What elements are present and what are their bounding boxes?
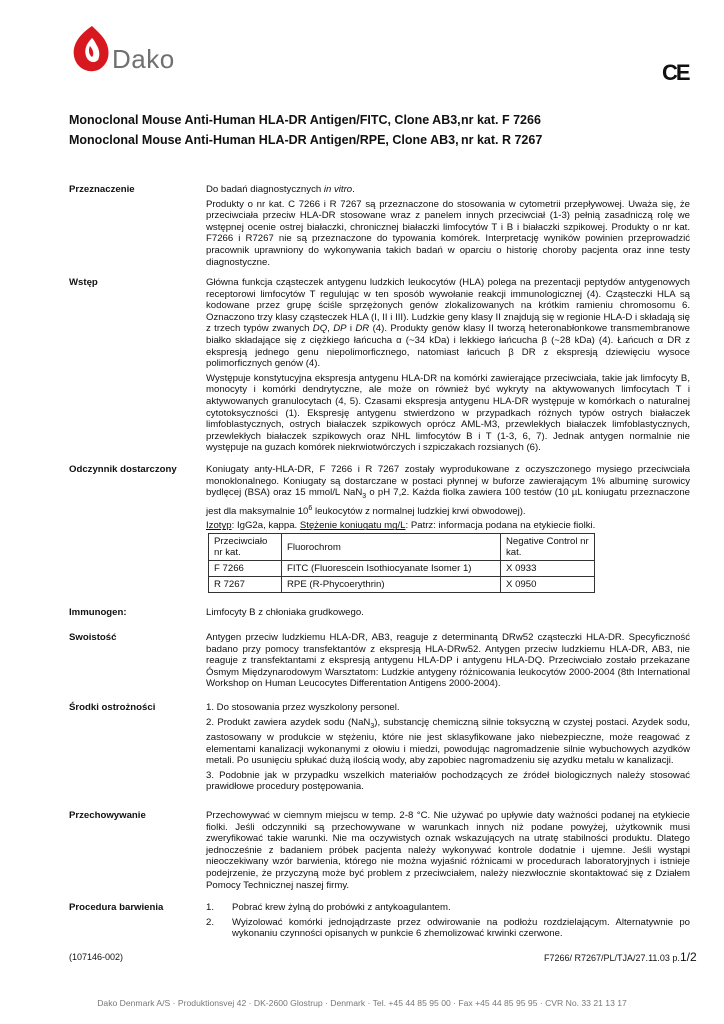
step-text: Pobrać krew żylną do probówki z antykoagulantem. xyxy=(232,902,451,913)
section-label: Środki ostrożności xyxy=(69,702,156,713)
section-content xyxy=(206,607,690,622)
product-title-1 xyxy=(69,113,541,127)
table-row xyxy=(209,561,595,577)
paragraph: Antygen przeciw ludzkiemu HLA-DR, AB3, reaguje z determinantą DRw52 cząsteczki HLA-DR. Specyficzność badano przy pomocy transfektantów z ekspresją HLA-DRw52. Antygen przeciw ludzkiemu HLA-DR, AB3, nie reaguje z transfektantami z ekspresją antygenu HLA-DP i antygenu HLA-DQ. Przeciwciało zostało przekazane Ósmym Międzynarodowym Warsztatom: Ludzkie antygeny różnicowania leukocytów 2000-2004 (8th International Workshop on Human Leucocytes Differentation Antigens 2000-2004). xyxy=(206,632,690,690)
paragraph: Do badań diagnostycznych in vitro. xyxy=(206,184,355,195)
section-label: Swoistość xyxy=(69,632,117,643)
section-label: Procedura barwienia xyxy=(69,902,164,913)
step-number: 1. xyxy=(206,902,215,913)
product-title-2-name: Monoclonal Mouse Anti-Human HLA-DR Antigen/RPE, Clone AB3, xyxy=(69,133,459,147)
section-label: Przeznaczenie xyxy=(69,184,135,195)
steps-list xyxy=(206,902,690,943)
table-cell: R 7267 xyxy=(209,577,282,593)
table-cell: F 7266 xyxy=(209,561,282,577)
table-cell: X 0933 xyxy=(501,561,595,577)
table-row xyxy=(209,577,595,593)
paragraph: 3. Podobnie jak w przypadku wszelkich materiałów pochodzących ze źródeł biologicznych należy stosować prawidłowe procedury postępowania. xyxy=(206,769,690,793)
section-label: Wstęp xyxy=(69,277,98,288)
table-header-cell: Negative Control nr kat. xyxy=(501,534,595,561)
paragraph: 2. Produkt zawiera azydek sodu (NaN$_3$), substancję chemiczną silnie toksyczną w czystej postaci. Azydek sodu, zastosowany w produkcie w stężeniu, które nie jest sklasyfikowane jako niebezpieczne, może reagować z elementami kanalizacji wykonanymi z ołowiu i miedzi, powodując nagromadzenie silnie wybuchowych azydków metali. Po usunięciu spłukać dużą ilością wody, aby zapobiec nagromadzeniu się azydku metalu w kanalizacji. xyxy=(206,716,690,767)
section-content xyxy=(206,810,690,894)
section-content xyxy=(206,702,690,796)
paragraph: Izotyp: IgG2a, kappa. Stężenie koniugatu mg/L: Patrz: informacja podana na etykiecie fiolki. xyxy=(206,520,596,532)
product-title-2-cat: nr kat. R 7267 xyxy=(461,133,543,147)
paragraph: Występuje konstytucyjna ekspresja antygenu HLA-DR na komórki zawierające przeciwciała, takie jak limfocyty B, monocyty i komórki dendrytyczne, ale może on również być wykryty na aktywowanych limfocytach T i aktywowanych granulocytach (4, 5). Czasami ekspresja antygenu HLA-DR występuje w komórkach o naturalnej cytotoksyczności (1). Ekspresję antygenu stwierdzono w przypadkach różnych typów ostrych białaczek limfoblastycznych, ostrych białaczek szpikowych oprócz AML-M3, przewlekłych białaczek limfoblastycznych, przewlekłych białaczek szpikowych oraz NHL limfocytów B i T (1-3, 6, 7). Jednak antygen normalnie nie występuje na guzach komórek niekrwiotwórczych i szpiczakach rozsianych (6). xyxy=(206,372,690,454)
list-item xyxy=(206,902,690,914)
section-label: Odczynnik dostarczony xyxy=(69,464,177,475)
section-label: Immunogen: xyxy=(69,607,127,618)
table-cell: RPE (R-Phycoerythrin) xyxy=(282,577,501,593)
brand-name: Dako xyxy=(112,44,175,74)
product-title-1-name: Monoclonal Mouse Anti-Human HLA-DR Antigen/FITC, Clone AB3, xyxy=(69,113,461,127)
section-content xyxy=(206,464,690,535)
reagent-table xyxy=(208,533,595,593)
step-number: 2. xyxy=(206,916,215,928)
product-title-2 xyxy=(69,133,543,147)
section-content xyxy=(206,184,690,271)
paragraph: Limfocyty B z chłoniaka grudkowego. xyxy=(206,607,364,618)
page-number: 1/2 xyxy=(679,950,697,964)
paragraph: 1. Do stosowania przez wyszkolony personel. xyxy=(206,702,400,713)
product-title-1-cat: nr kat. F 7266 xyxy=(461,113,541,127)
section-label: Przechowywanie xyxy=(69,810,146,821)
paragraph: Koniugaty anty-HLA-DR, F 7266 i R 7267 zostały wyprodukowane z oczyszczonego mysiego przeciwciała monoklonalnego. Koniugaty są dostarczane w postaci płynnej w buforze zawierającym 1% albuminę surowicy bydlęcej (BSA) oraz 15 mmol/L NaN$_3$ o pH 7,2. Każda fiolka zawiera 100 testów (10 µL koniugatu przeznaczone jest dla maksymalnie $10^6$ leukocytów z normalnej ludzkiej krwi obwodowej). xyxy=(206,464,690,517)
paragraph: Produkty o nr kat. C 7266 i R 7267 są przeznaczone do stosowania w cytometrii przepływowej. Uważa się, że przeciwciała przeciw HLA-DR stosowane wraz z panelem innych przeciwciał (1-3) pełnią zasadniczą rolę we wstępnej ocenie ostrej białaczki, chronicznej białaczki limfocytów T i B i białaczki szpikowej. Produkty o nr kat. F7266 i R7267 nie są przeznaczone do typowania komórek. Interpretację wyników powinien przeprowadzić pracownik uprawniony do wykonywania takich badań w oparciu o historię choroby pacjenta oraz inne testy diagnostyczne. xyxy=(206,198,690,268)
paragraph: Przechowywać w ciemnym miejscu w temp. 2-8 °C. Nie używać po upływie daty ważności podanej na etykiecie fiolki. Jeśli odczynniki są przechowywane w warunkach innych niż podane powyżej, użytkownik musi zweryfikować takie warunki. Nie ma oczywistych oznak wskazujących na utratę stabilności produktu. Dlatego jednocześnie z badaniem próbek pacjenta należy wykonywać kontrole dodatnie i ujemne. Jeśli wystąpi nieoczekiwany wzór barwienia, którego nie można wyjaśnić różnicami w procedurach laboratoryjnych i istnieje podejrzenie, że przyczyną może być problem z przeciwciałem, należy niezwłocznie skontaktować się z Działem Pomocy Technicznej naszej firmy. xyxy=(206,810,690,891)
table-header-cell: Fluorochrom xyxy=(282,534,501,561)
paragraph: Główna funkcja cząsteczek antygenu ludzkich leukocytów (HLA) polega na prezentacji peptydów antygenowych receptorowi limfocytów T regulując w ten sposób wywołanie reakcji immunologicznej (4). Cząsteczki HLA są kodowane przez grupę ściśle sprzężonych genów zlokalizowanych na krótkim ramieniu chromosomu 6. Oznaczono trzy klasy cząsteczek HLA (I, II i III). Ludzkie geny klasy II znajdują się w regionie HLA-D i składają się z trzech typów zwanych DQ, DP i DR (4). Produkty genów klasy II tworzą heteronabłonkowe transmembranowe białko składające się z ciężkiego łańcucha α (~34 kDa) i lekkiego łańcucha β (~28 kDa) (4). Łańcuch α DR z ekspresją jednego genu niepolimorficznego, natomiast łańcuch β DR z ekspresją dziewięciu wysoce polimorficznych genów (4). xyxy=(206,277,690,370)
table-header-cell: Przeciwciało nr kat. xyxy=(209,534,282,561)
section-content xyxy=(206,632,690,693)
doc-ref: F7266/ R7267/PL/TJA/27.11.03 p. xyxy=(544,953,680,963)
company-address: Dako Denmark A/S · Produktionsvej 42 · DK-2600 Glostrup · Denmark · Tel. +45 44 85 95 00 · Fax +45 44 85 95 95 · CVR No. 33 21 13 17 xyxy=(97,998,627,1008)
doc-code: (107146-002) xyxy=(69,952,124,962)
page-reference xyxy=(544,950,697,964)
list-item xyxy=(206,917,690,940)
table-cell: X 0950 xyxy=(501,577,595,593)
ce-mark: CE xyxy=(662,60,689,85)
table-cell: FITC (Fluorescein Isothiocyanate Isomer 1) xyxy=(282,561,501,577)
step-text: Wyizolować komórki jednojądrzaste przez odwirowanie na podłożu rozdzielającym. Alternatywnie po wykonaniu czynności opisanych w punkcie 6 zhemolizować krwinki czerwone. xyxy=(232,916,690,940)
table-header-row xyxy=(209,534,595,561)
section-content xyxy=(206,277,690,457)
